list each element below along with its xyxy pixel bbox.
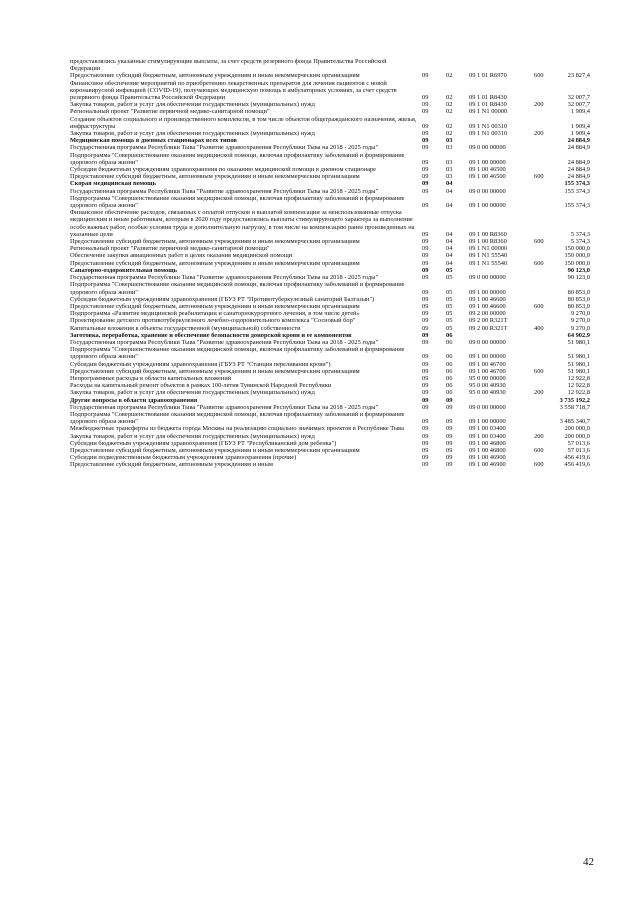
row-section: 09 — [422, 367, 429, 375]
row-expense-type: 200 — [534, 101, 544, 109]
table-row — [70, 339, 590, 346]
row-subsection: 03 — [446, 144, 453, 152]
row-target-article: 09 2 00 R321T — [469, 317, 508, 325]
row-name: Медицинская помощь в дневных стационарах всех типов — [70, 137, 237, 145]
row-amount: 150 000,0 — [564, 252, 590, 260]
row-target-article: 09 2 00 00000 — [469, 310, 506, 318]
row-section: 09 — [422, 382, 429, 390]
row-name: Субсидии подведомственным бюджетным учреждениям здравоохранения (прочие) — [70, 454, 297, 462]
row-target-article: 09 0 00 00000 — [469, 338, 506, 346]
row-subsection: 09 — [446, 396, 453, 404]
table-row — [70, 274, 590, 281]
row-target-article: 09 1 N1 00000 — [469, 108, 508, 116]
row-name: Региональный проект "Развитие первичной медико-санитарной помощи" — [70, 245, 270, 253]
row-subsection: 03 — [446, 166, 453, 174]
table-row — [70, 58, 590, 72]
row-section: 09 — [422, 374, 429, 382]
row-amount: 9 270,0 — [570, 310, 590, 318]
row-amount: 51 980,1 — [567, 367, 590, 375]
row-subsection: 04 — [446, 202, 453, 210]
row-amount: 456 419,6 — [564, 454, 590, 462]
row-section: 09 — [422, 324, 429, 332]
row-name: предоставлялись указанные стимулирующие выплаты, за счет средств резервного фонда Правительства Российской Федерации — [70, 58, 387, 73]
row-amount: 9 270,0 — [570, 324, 590, 332]
row-section: 09 — [422, 158, 429, 166]
row-name: Субсидии бюджетным учреждениям здравоохранения по оказанию медицинской помощи в дневном стационаре — [70, 166, 376, 174]
row-subsection: 05 — [446, 295, 453, 303]
table-row — [70, 303, 590, 310]
table-row — [70, 317, 590, 324]
table-row — [70, 454, 590, 461]
row-amount: 51 980,1 — [567, 338, 590, 346]
row-amount: 32 007,7 — [567, 101, 590, 109]
table-row — [70, 397, 590, 404]
row-amount: 200 000,0 — [564, 425, 590, 433]
row-target-article: 09 1 00 R8360 — [469, 230, 507, 238]
table-row — [70, 447, 590, 454]
row-target-article: 09 1 00 00000 — [469, 418, 506, 426]
table-row — [70, 296, 590, 303]
row-name: Государственная программа Республики Тыва "Развитие здравоохранения Республики Тыва на 2018 - 2025 годы" — [70, 403, 379, 411]
row-expense-type: 600 — [534, 173, 544, 181]
row-target-article: 09 1 N1 55540 — [469, 259, 508, 267]
row-section: 09 — [422, 122, 429, 130]
row-subsection: 05 — [446, 302, 453, 310]
table-row — [70, 166, 590, 173]
row-target-article: 09 1 00 46700 — [469, 367, 506, 375]
row-amount: 24 884,9 — [567, 166, 590, 174]
row-subsection: 02 — [446, 108, 453, 116]
table-row — [70, 144, 590, 151]
row-subsection: 06 — [446, 331, 453, 339]
row-subsection: 03 — [446, 158, 453, 166]
row-section: 09 — [422, 238, 429, 246]
table-row — [70, 209, 590, 238]
row-name: Финансовое обеспечение мероприятий по приобретению лекарственных препаратов для лечения пациентов с новой коронавирусной инфекцией (COVID-19), получающих медицинскую помощь в амбулаторных условиях, за счет средств резервного фонда Правительства Российской Федерации — [70, 79, 397, 102]
row-name: Подпрограмма "Совершенствование оказания медицинской помощи, включая профилактику заболеваний и формирование здорового образа жизни" — [70, 346, 405, 361]
row-subsection: 02 — [446, 130, 453, 138]
row-section: 09 — [422, 288, 429, 296]
row-amount: 24 884,9 — [567, 144, 590, 152]
row-target-article: 09 0 00 00000 — [469, 274, 506, 282]
row-subsection: 06 — [446, 353, 453, 361]
row-target-article: 09 1 00 00000 — [469, 353, 506, 361]
row-subsection: 05 — [446, 317, 453, 325]
row-target-article: 09 2 00 R321T — [469, 324, 508, 332]
row-subsection: 03 — [446, 173, 453, 181]
row-section: 09 — [422, 259, 429, 267]
row-subsection: 09 — [446, 454, 453, 462]
row-target-article: 09 0 00 00000 — [469, 403, 506, 411]
row-name: Государственная программа Республики Тыва "Развитие здравоохранения Республики Тыва на 2018 - 2025 годы" — [70, 187, 379, 195]
row-target-article: 09 1 00 03400 — [469, 432, 506, 440]
row-subsection: 09 — [446, 439, 453, 447]
row-section: 09 — [422, 389, 429, 397]
row-target-article: 09 0 00 00000 — [469, 144, 506, 152]
row-amount: 5 374,3 — [570, 238, 590, 246]
row-name: Проектирование детского противотуберкулезного лечебно-оздоровительного комплекса "Сосновый бор" — [70, 317, 356, 325]
row-section: 09 — [422, 274, 429, 282]
row-target-article: 09 1 01 R8430 — [469, 101, 507, 109]
table-row — [70, 101, 590, 108]
row-subsection: 04 — [446, 245, 453, 253]
table-row — [70, 116, 590, 130]
row-amount: 57 013,6 — [567, 446, 590, 454]
table-row — [70, 433, 590, 440]
row-target-article: 09 1 N1 00310 — [469, 130, 508, 138]
row-amount: 23 827,4 — [567, 72, 590, 80]
row-section: 09 — [422, 403, 429, 411]
row-section: 09 — [422, 94, 429, 102]
row-target-article: 09 1 00 00000 — [469, 288, 506, 296]
row-name: Государственная программа Республики Тыва "Развитие здравоохранения Республики Тыва на 2018 - 2025 годы" — [70, 274, 379, 282]
row-target-article: 09 1 00 00000 — [469, 158, 506, 166]
row-name: Предоставление субсидий бюджетным, автономным учреждениям и иным — [70, 461, 273, 469]
row-target-article: 09 1 00 46500 — [469, 166, 506, 174]
row-target-article: 09 1 N1 55540 — [469, 252, 508, 260]
row-target-article: 09 1 00 46800 — [469, 439, 506, 447]
table-row — [70, 188, 590, 195]
row-section: 09 — [422, 425, 429, 433]
row-amount: 3 485 340,7 — [559, 418, 590, 426]
row-section: 09 — [422, 331, 429, 339]
row-target-article: 09 1 00 46600 — [469, 302, 506, 310]
table-row — [70, 346, 590, 360]
row-subsection: 04 — [446, 259, 453, 267]
row-section: 09 — [422, 101, 429, 109]
row-section: 09 — [422, 202, 429, 210]
table-row — [70, 238, 590, 245]
row-subsection: 04 — [446, 180, 453, 188]
row-name: Государственная программа Республики Тыва "Развитие здравоохранения Республики Тыва на 2018 - 2025 годы" — [70, 338, 379, 346]
table-row — [70, 404, 590, 411]
table-row — [70, 361, 590, 368]
row-section: 09 — [422, 353, 429, 361]
row-expense-type: 600 — [534, 461, 544, 469]
row-name: Подпрограмма "Совершенствование оказания медицинской помощи, включая профилактику заболеваний и формирование здорового образа жизни" — [70, 151, 405, 166]
row-amount: 155 374,3 — [564, 187, 590, 195]
row-amount: 1 909,4 — [570, 122, 590, 130]
row-name: Непрограммные расходы в области капитальных вложений — [70, 374, 232, 382]
row-subsection: 05 — [446, 310, 453, 318]
row-amount: 155 374,3 — [564, 180, 590, 188]
table-row — [70, 310, 590, 317]
row-subsection: 02 — [446, 94, 453, 102]
row-subsection: 02 — [446, 101, 453, 109]
table-row — [70, 252, 590, 259]
row-target-article: 09 1 00 46500 — [469, 173, 506, 181]
row-amount: 150 000,0 — [564, 259, 590, 267]
table-row — [70, 260, 590, 267]
row-amount: 80 853,0 — [567, 288, 590, 296]
row-name: Предоставление субсидий бюджетным, автономным учреждениям и иным некоммерческим организациям — [70, 238, 360, 246]
row-name: Расходы на капитальный ремонт объектов в рамках 100-летия Тувинской Народной Республики — [70, 382, 332, 390]
table-row — [70, 173, 590, 180]
row-subsection: 02 — [446, 122, 453, 130]
row-target-article: 09 1 N1 00000 — [469, 245, 508, 253]
row-name: Обеспечение закупки авиационных работ в целях оказания медицинской помощи — [70, 252, 293, 260]
row-name: Закупка товаров, работ и услуг для обеспечения государственных (муниципальных) нужд — [70, 432, 315, 440]
row-expense-type: 400 — [534, 324, 544, 332]
row-subsection: 04 — [446, 238, 453, 246]
row-name: Финансовое обеспечение расходов, связанных с оплатой отпусков и выплатой компенсации за неиспользованные отпуска медицинским и иным работникам, которым в 2020 году предоставлялись выплаты стимулирующего характера за выполнение особо важных работ, особые условия труда и дополнительную нагрузку, в том числе на компенсацию ранее произведенных на указанные цели — [70, 209, 415, 238]
row-name: Предоставление субсидий бюджетным, автономным учреждениям и иным некоммерческим организациям — [70, 302, 360, 310]
row-section: 09 — [422, 302, 429, 310]
row-section: 09 — [422, 252, 429, 260]
row-name: Подпрограмма "Совершенствование оказания медицинской помощи, включая профилактику заболеваний и формирование здорового образа жизни" — [70, 194, 405, 210]
table-row — [70, 281, 590, 295]
row-section: 09 — [422, 230, 429, 238]
row-name: Подпрограмма "Совершенствование оказания медицинской помощи, включая профилактику заболеваний и формирование здорового образа жизни" — [70, 410, 405, 426]
row-amount: 155 374,3 — [564, 202, 590, 210]
table-row — [70, 80, 590, 102]
row-amount: 64 902,9 — [567, 331, 590, 339]
row-subsection: 09 — [446, 446, 453, 454]
row-subsection: 05 — [446, 288, 453, 296]
row-name: Субсидии бюджетным учреждениям здравоохранения (ГБУЗ РТ "Республиканский дом ребенка") — [70, 439, 337, 447]
row-section: 09 — [422, 461, 429, 469]
table-row — [70, 130, 590, 137]
row-section: 09 — [422, 310, 429, 318]
row-section: 09 — [422, 317, 429, 325]
row-section: 09 — [422, 418, 429, 426]
row-name: Предоставление субсидий бюджетным, автономным учреждениям и иным некоммерческим организациям — [70, 446, 360, 454]
row-name: Создание объектов социального и производственного комплексов, в том числе объектов общегражданского назначения, жилья, инфраструктуры — [70, 115, 417, 130]
row-target-article: 09 1 00 03400 — [469, 425, 506, 433]
table-row — [70, 332, 590, 339]
row-name: Предоставление субсидий бюджетным, автономным учреждениям и иным некоммерческим организациям — [70, 72, 360, 80]
row-section: 09 — [422, 144, 429, 152]
table-row — [70, 108, 590, 115]
row-name: Заготовка, переработка, хранение и обеспечение безопасности донорской крови и ее компонентов — [70, 331, 352, 339]
row-name: Региональный проект "Развитие первичной медико-санитарной помощи" — [70, 108, 270, 116]
row-amount: 80 853,0 — [567, 302, 590, 310]
row-subsection: 06 — [446, 382, 453, 390]
row-name: Скорая медицинская помощь — [70, 180, 156, 188]
row-target-article: 09 1 00 46700 — [469, 360, 506, 368]
row-section: 09 — [422, 108, 429, 116]
row-expense-type: 200 — [534, 130, 544, 138]
row-amount: 12 922,8 — [567, 389, 590, 397]
row-section: 09 — [422, 338, 429, 346]
row-amount: 24 884,9 — [567, 158, 590, 166]
table-row — [70, 382, 590, 389]
row-section: 09 — [422, 173, 429, 181]
row-amount: 90 123,0 — [567, 266, 590, 274]
row-section: 09 — [422, 130, 429, 138]
table-row — [70, 375, 590, 382]
row-subsection: 06 — [446, 367, 453, 375]
row-name: Межбюджетные трансферты из бюджета города Москвы на реализацию социально значимых проектов в Республике Тыва — [70, 425, 404, 433]
table-row — [70, 245, 590, 252]
table-row — [70, 267, 590, 274]
row-target-article: 95 0 00 40930 — [469, 382, 506, 390]
row-name: Капитальные вложения в объекты государственной (муниципальной) собственности — [70, 324, 301, 332]
row-subsection: 04 — [446, 230, 453, 238]
row-expense-type: 600 — [534, 367, 544, 375]
row-amount: 24 884,9 — [567, 173, 590, 181]
row-section: 09 — [422, 266, 429, 274]
row-section: 09 — [422, 432, 429, 440]
table-row — [70, 325, 590, 332]
row-target-article: 09 0 00 00000 — [469, 187, 506, 195]
row-section: 09 — [422, 396, 429, 404]
row-name: Закупка товаров, работ и услуг для обеспечения государственных (муниципальных) нужд — [70, 389, 315, 397]
row-subsection: 09 — [446, 432, 453, 440]
row-amount: 1 909,4 — [570, 108, 590, 116]
row-section: 09 — [422, 295, 429, 303]
table-row — [70, 368, 590, 375]
row-name: Предоставление субсидий бюджетным, автономным учреждениям и иным некоммерческим организациям — [70, 367, 360, 375]
row-expense-type: 600 — [534, 259, 544, 267]
table-row — [70, 411, 590, 425]
row-name: Субсидии бюджетным учреждениям здравоохранения (ГБУЗ РТ "Станция переливания крови") — [70, 360, 331, 368]
row-target-article: 09 1 00 46900 — [469, 461, 506, 469]
row-section: 09 — [422, 245, 429, 253]
table-row — [70, 440, 590, 447]
row-subsection: 05 — [446, 274, 453, 282]
row-expense-type: 200 — [534, 389, 544, 397]
row-amount: 3 558 718,7 — [559, 403, 590, 411]
table-row — [70, 152, 590, 166]
row-expense-type: 600 — [534, 446, 544, 454]
row-name: Субсидии бюджетным учреждениям здравоохранения (ГБУЗ РТ "Противотуберкулезный санаторий Балгазын") — [70, 295, 375, 303]
row-amount: 24 884,9 — [567, 137, 590, 145]
row-target-article: 95 0 00 00000 — [469, 374, 506, 382]
row-subsection: 06 — [446, 389, 453, 397]
row-section: 09 — [422, 439, 429, 447]
row-section: 09 — [422, 446, 429, 454]
row-target-article: 09 1 01 R8430 — [469, 94, 507, 102]
row-amount: 32 007,7 — [567, 94, 590, 102]
row-amount: 57 013,6 — [567, 439, 590, 447]
row-subsection: 04 — [446, 252, 453, 260]
row-subsection: 05 — [446, 324, 453, 332]
row-expense-type: 200 — [534, 432, 544, 440]
row-subsection: 03 — [446, 137, 453, 145]
row-amount: 9 270,0 — [570, 317, 590, 325]
row-target-article: 09 1 00 R8360 — [469, 238, 507, 246]
budget-table — [70, 58, 590, 469]
row-section: 09 — [422, 454, 429, 462]
row-amount: 51 980,1 — [567, 360, 590, 368]
row-subsection: 09 — [446, 461, 453, 469]
row-subsection: 05 — [446, 266, 453, 274]
row-section: 09 — [422, 187, 429, 195]
row-subsection: 09 — [446, 403, 453, 411]
row-subsection: 09 — [446, 418, 453, 426]
row-subsection: 09 — [446, 425, 453, 433]
row-subsection: 06 — [446, 360, 453, 368]
row-expense-type: 600 — [534, 238, 544, 246]
row-target-article: 09 1 01 R6970 — [469, 72, 507, 80]
row-amount: 456 419,6 — [564, 461, 590, 469]
row-amount: 90 123,0 — [567, 274, 590, 282]
row-amount: 5 374,3 — [570, 230, 590, 238]
row-subsection: 06 — [446, 374, 453, 382]
table-row — [70, 180, 590, 187]
row-section: 09 — [422, 166, 429, 174]
row-target-article: 09 1 00 00000 — [469, 202, 506, 210]
row-name: Предоставление субсидий бюджетным, автономным учреждениям и иным некоммерческим организациям — [70, 173, 360, 181]
row-name: Другие вопросы в области здравоохранения — [70, 396, 198, 404]
row-amount: 200 000,0 — [564, 432, 590, 440]
row-expense-type: 600 — [534, 72, 544, 80]
row-amount: 1 909,4 — [570, 130, 590, 138]
row-target-article: 09 1 00 46900 — [469, 454, 506, 462]
row-subsection: 04 — [446, 187, 453, 195]
row-target-article: 09 1 00 46600 — [469, 295, 506, 303]
page-number: 42 — [583, 856, 594, 868]
row-target-article: 95 0 00 40930 — [469, 389, 506, 397]
table-row — [70, 72, 590, 79]
row-subsection: 06 — [446, 338, 453, 346]
row-subsection: 02 — [446, 72, 453, 80]
row-target-article: 09 1 00 46800 — [469, 446, 506, 454]
row-section: 09 — [422, 137, 429, 145]
table-row — [70, 195, 590, 209]
row-name: Закупка товаров, работ и услуг для обеспечения государственных (муниципальных) нужд — [70, 130, 315, 138]
row-section: 09 — [422, 180, 429, 188]
row-name: Закупка товаров, работ и услуг для обеспечения государственных (муниципальных) нужд — [70, 101, 315, 109]
row-amount: 3 735 192,2 — [559, 396, 590, 404]
row-section: 09 — [422, 360, 429, 368]
table-row — [70, 425, 590, 432]
row-amount: 80 853,0 — [567, 295, 590, 303]
row-amount: 150 000,0 — [564, 245, 590, 253]
row-name: Предоставление субсидий бюджетным, автономным учреждениям и иным некоммерческим организациям — [70, 259, 360, 267]
row-name: Подпрограмма "Совершенствование оказания медицинской помощи, включая профилактику заболеваний и формирование здорового образа жизни" — [70, 281, 405, 296]
row-name: Санаторно-оздоровительная помощь — [70, 266, 177, 274]
row-target-article: 09 1 N1 00310 — [469, 122, 508, 130]
row-expense-type: 600 — [534, 302, 544, 310]
table-row — [70, 137, 590, 144]
row-amount: 51 980,1 — [567, 353, 590, 361]
table-row — [70, 389, 590, 396]
table-row — [70, 461, 590, 468]
row-name: Государственная программа Республики Тыва "Развитие здравоохранения Республики Тыва на 2018 - 2025 годы" — [70, 144, 379, 152]
row-section: 09 — [422, 72, 429, 80]
row-amount: 12 922,8 — [567, 382, 590, 390]
row-amount: 12 922,8 — [567, 374, 590, 382]
row-name: Подпрограмма «Развитие медицинской реабилитации и санаторнокурортного лечения, в том числе детей» — [70, 310, 360, 318]
